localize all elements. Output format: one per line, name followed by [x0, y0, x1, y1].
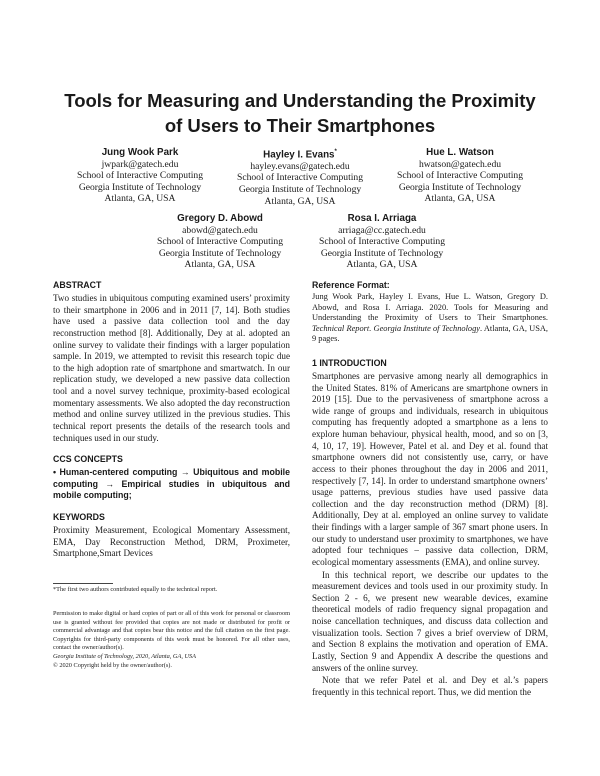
author-school: School of Interactive Computing	[76, 170, 204, 182]
author-email: jwpark@gatech.edu	[101, 158, 179, 170]
author-school: School of Interactive Computing	[396, 170, 524, 182]
author-name: Hue L. Watson	[426, 147, 494, 158]
author-block	[222, 147, 378, 207]
left-column	[53, 279, 290, 560]
author-location: Atlanta, GA, USA	[346, 259, 418, 271]
author-institute: Georgia Institute of Technology	[238, 184, 362, 196]
author-school: School of Interactive Computing	[318, 236, 446, 248]
author-footnote: *The first two authors contributed equally to the technical report.	[53, 586, 218, 593]
reference-tail: . Atlanta, GA, USA, 9 pages.	[312, 323, 548, 344]
venue-line: Georgia Institute of Technology, 2020, Atlanta, GA, USA	[53, 652, 197, 660]
abstract-heading: ABSTRACT	[53, 280, 102, 290]
reference-authors: Jung Wook Park, Hayley I. Evans, Hue L. Watson, Gregory D. Abowd, and Rosa I. Arriaga. 2020. Tools for Measuring and Understanding the Proximity of Users to Their Smartphones.	[312, 292, 548, 323]
ccs-text: • Human-centered computing → Ubiquitous and mobile computing → Empirical studies in ubiquitous and mobile computing;	[53, 467, 290, 501]
paper-title: Tools for Measuring and Understanding the Proximity of Users to Their Smartphones	[64, 90, 536, 136]
author-location: Atlanta, GA, USA	[264, 195, 336, 207]
reference-format-heading: Reference Format:	[312, 280, 390, 290]
author-email: hayley.evans@gatech.edu	[250, 160, 350, 172]
author-name: Jung Wook Park	[101, 147, 179, 158]
author-email: hwatson@gatech.edu	[418, 158, 502, 170]
author-block	[60, 147, 220, 205]
author-location: Atlanta, GA, USA	[184, 259, 256, 271]
permission-text: Permission to make digital or hard copies of part or all of this work for personal or classroom use is granted without fee provided that copies are not made or distributed for profit or commercial advantage and that copies bear this notice and the full citation on the first page. Copyrights for third-party components of this work must be honored. For all other uses, contact the owner/author(s).	[53, 610, 290, 652]
author-institute: Georgia Institute of Technology	[158, 247, 282, 259]
footnote-rule	[53, 583, 113, 584]
intro-paragraph-3: Note that we refer Patel et al. and Dey et al.’s papers frequently in this technical report. Thus, we did mention the	[312, 675, 548, 697]
keywords-heading: KEYWORDS	[53, 511, 105, 522]
ccs-heading: CCS CONCEPTS	[53, 454, 123, 465]
intro-paragraph-1: Smartphones are pervasive among nearly all demographics in the United States. 81% of Americans are smartphone owners in 2019 [15]. Due to the pervasiveness of smartphone across a wide range of groups and individuals, research in ubiquitous computing has frequently adopted a smartphone as a lens to explore human behaviour, physical health, mood, and so on [3, 4, 10, 17, 19]. However, Patel et al. and Dey et al. found that smartphone owners did not consistently use, carry, or have access to their phones throughout the day in 2006 and 2011, respectively [7, 14]. In order to understand smartphone owners’ usage patterns, previous studies have used passive data collection and the day reconstruction method (DRM) [8]. Additionally, Dey at al. employed an online survey to validate their findings with a larger sample of 367 smart phone users. In our study to understand user proximity to smartphones, we have adopted four techniques – passive data collection, DRM, ecological momentary assessments (EMA), and online survey.	[312, 370, 548, 567]
author-block	[302, 213, 462, 271]
author-block	[380, 147, 540, 205]
author-location: Atlanta, GA, USA	[104, 193, 176, 205]
author-name: Hayley I. Evans	[263, 149, 335, 161]
author-school: School of Interactive Computing	[236, 172, 364, 184]
author-institute: Georgia Institute of Technology	[398, 181, 522, 193]
author-location: Atlanta, GA, USA	[424, 193, 496, 205]
author-footnote-mark: *	[334, 149, 337, 155]
reference-report: Technical Report.	[312, 323, 372, 333]
author-email: arriaga@cc.gatech.edu	[338, 224, 426, 236]
abstract-text: Two studies in ubiquitous computing examined users’ proximity to their smartphone in 2006 and in 2011 [7, 14]. Both studies have used a passive data collection tool and the day reconstruction method [8]. Additionally, Dey at al. adopted an online survey to validate their findings with a larger population sample. In 2019, we attempted to revisit this research topic due to the high adoption rate of smartphone and smartwatch. In our replication study, we developed a new passive data collection tool and a novel survey technique, proximity-based ecological momentary assessments. We also adopted the day reconstruction method and online survey utilized in the previous studies. This technical report presents the details of the research tools and techniques used in our study.	[53, 293, 290, 443]
author-institute: Georgia Institute of Technology	[320, 247, 444, 259]
author-institute: Georgia Institute of Technology	[78, 181, 202, 193]
author-block	[140, 213, 300, 271]
right-column	[312, 279, 548, 698]
keywords-text: Proximity Measurement, Ecological Momentary Assessment, EMA, Day Reconstruction Method, DRM, Proximeter, Smartphone,Smart Devices	[53, 524, 290, 559]
author-email: abowd@gatech.edu	[182, 224, 258, 236]
author-name: Gregory D. Abowd	[177, 213, 263, 224]
reference-format-text	[312, 292, 548, 345]
author-name: Rosa I. Arriaga	[347, 213, 417, 224]
author-school: School of Interactive Computing	[156, 236, 284, 248]
copyright-line: © 2020 Copyright held by the owner/author(s).	[53, 661, 172, 669]
reference-institute: Georgia Institute of Technology	[373, 323, 480, 333]
permission-block	[53, 610, 290, 670]
intro-paragraph-2: In this technical report, we describe our updates to the measurement devices and tools used in our proximity study. In Section 2 - 6, we present new wearable devices, examine theoretical models of radio frequency signal propagation and noise cancellation techniques, and discuss data collection and visualization tools. Section 7 gives a brief overview of DRM, and Section 8 explains the motivation and operation of EMA. Lastly, Section 9 and Appendix A describe the questions and answers of the online survey.	[312, 569, 548, 673]
introduction-heading: 1 INTRODUCTION	[312, 357, 387, 368]
